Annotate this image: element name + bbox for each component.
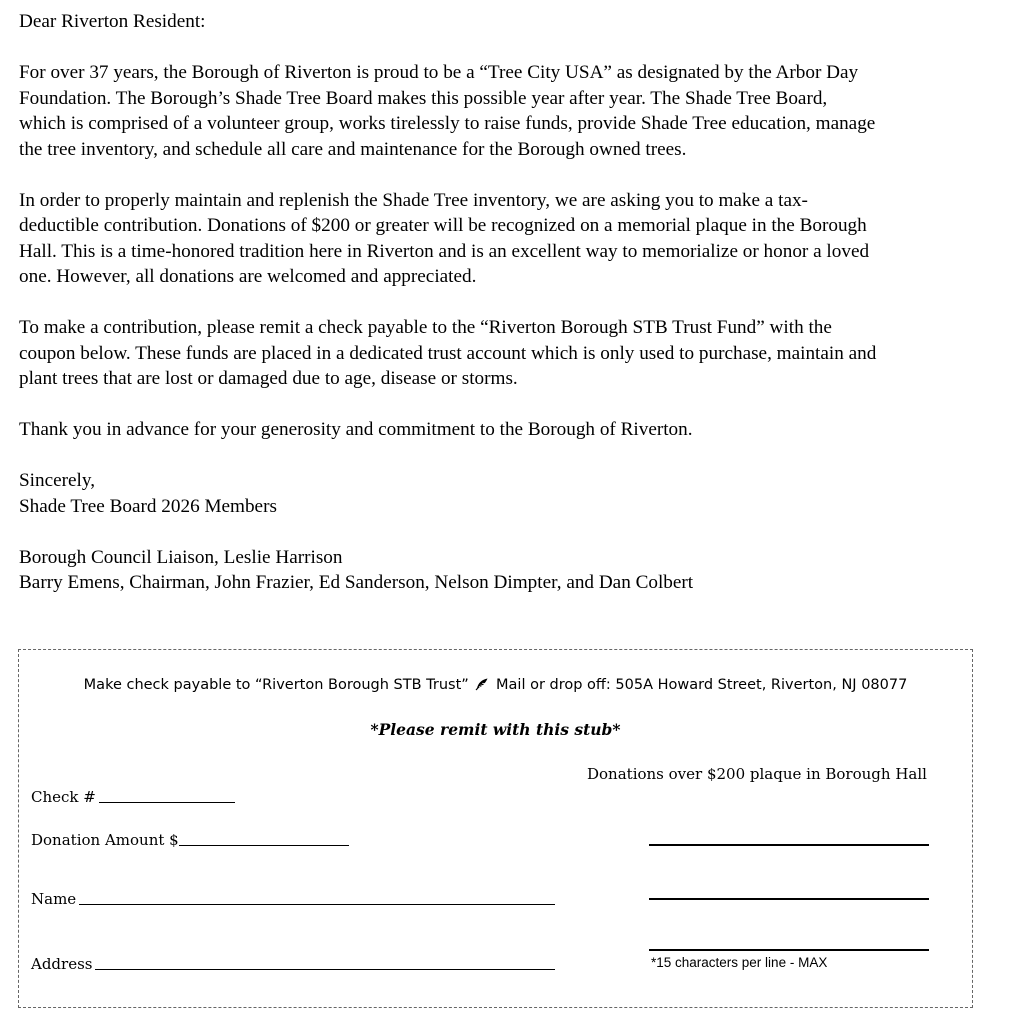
remit-note: *Please remit with this stub* bbox=[370, 720, 621, 739]
mail-text: Mail or drop off: 505A Howard Street, Riverton, NJ 08077 bbox=[496, 677, 908, 693]
paragraph-line: Foundation. The Borough’s Shade Tree Board makes this possible year after year. The Shade Tree Board, bbox=[19, 87, 828, 109]
paragraph-line: plant trees that are lost or damaged due to age, disease or storms. bbox=[19, 368, 518, 389]
council-liaison: Borough Council Liaison, Leslie Harrison bbox=[19, 546, 343, 568]
paragraph-line: coupon below. These funds are placed in a dedicated trust account which is only used to purchase, maintain and bbox=[19, 342, 877, 364]
paragraph-line: Hall. This is a time-honored tradition here in Riverton and is an excellent way to memorialize or honor a loved bbox=[19, 240, 870, 262]
paragraph-line: To make a contribution, please remit a check payable to the “Riverton Borough STB Trust Fund” with the bbox=[19, 317, 832, 338]
check-number-field[interactable] bbox=[31, 788, 235, 806]
paragraph-line: which is comprised of a volunteer group, works tirelessly to raise funds, provide Shade Tree education, manage bbox=[19, 113, 876, 134]
paragraph-line: For over 37 years, the Borough of Riverton is proud to be a “Tree City USA” as designated by the Arbor Day bbox=[19, 62, 859, 83]
name-line[interactable] bbox=[79, 903, 555, 905]
paragraph-line: one. However, all donations are welcomed and appreciated. bbox=[19, 266, 477, 287]
letter-body bbox=[19, 9, 1009, 596]
payable-text: Make check payable to “Riverton Borough STB Trust” bbox=[83, 677, 469, 693]
salutation: Dear Riverton Resident: bbox=[19, 11, 206, 32]
address-label: Address bbox=[31, 955, 93, 973]
closing: Sincerely, bbox=[19, 470, 96, 491]
stub-header bbox=[19, 677, 972, 693]
name-label: Name bbox=[31, 890, 77, 908]
max-characters-note: *15 characters per line - MAX bbox=[651, 955, 828, 970]
address-field[interactable] bbox=[31, 955, 555, 973]
address-line[interactable] bbox=[95, 968, 555, 970]
paragraph-contribution bbox=[19, 188, 1009, 290]
paragraph-line: In order to properly maintain and replenish the Shade Tree inventory, we are asking you to make a tax- bbox=[19, 189, 808, 211]
name-field[interactable] bbox=[31, 890, 555, 908]
plaque-name-line-2[interactable] bbox=[649, 898, 929, 900]
check-number-label: Check # bbox=[31, 788, 96, 806]
check-number-line[interactable] bbox=[99, 801, 235, 803]
leaf-icon bbox=[475, 677, 489, 691]
thanks-line: Thank you in advance for your generosity and commitment to the Borough of Riverton. bbox=[19, 419, 693, 440]
paragraph-tree-city bbox=[19, 60, 1009, 162]
signature: Shade Tree Board 2026 Members bbox=[19, 495, 277, 517]
paragraph-remit bbox=[19, 315, 1009, 392]
paragraph-line: deductible contribution. Donations of $200 or greater will be recognized on a memorial plaque in the Borough bbox=[19, 215, 867, 236]
board-members: Barry Emens, Chairman, John Frazier, Ed Sanderson, Nelson Dimpter, and Dan Colbert bbox=[19, 572, 694, 593]
donation-stub bbox=[18, 649, 973, 1008]
donation-amount-line[interactable] bbox=[179, 844, 349, 846]
donation-amount-label: Donation Amount $ bbox=[31, 831, 179, 849]
plaque-name-line-1[interactable] bbox=[649, 844, 929, 846]
plaque-name-line-3[interactable] bbox=[649, 949, 929, 951]
paragraph-line: the tree inventory, and schedule all care and maintenance for the Borough owned trees. bbox=[19, 138, 687, 160]
plaque-note: Donations over $200 plaque in Borough Hall bbox=[587, 765, 927, 783]
donation-amount-field[interactable] bbox=[31, 831, 349, 849]
